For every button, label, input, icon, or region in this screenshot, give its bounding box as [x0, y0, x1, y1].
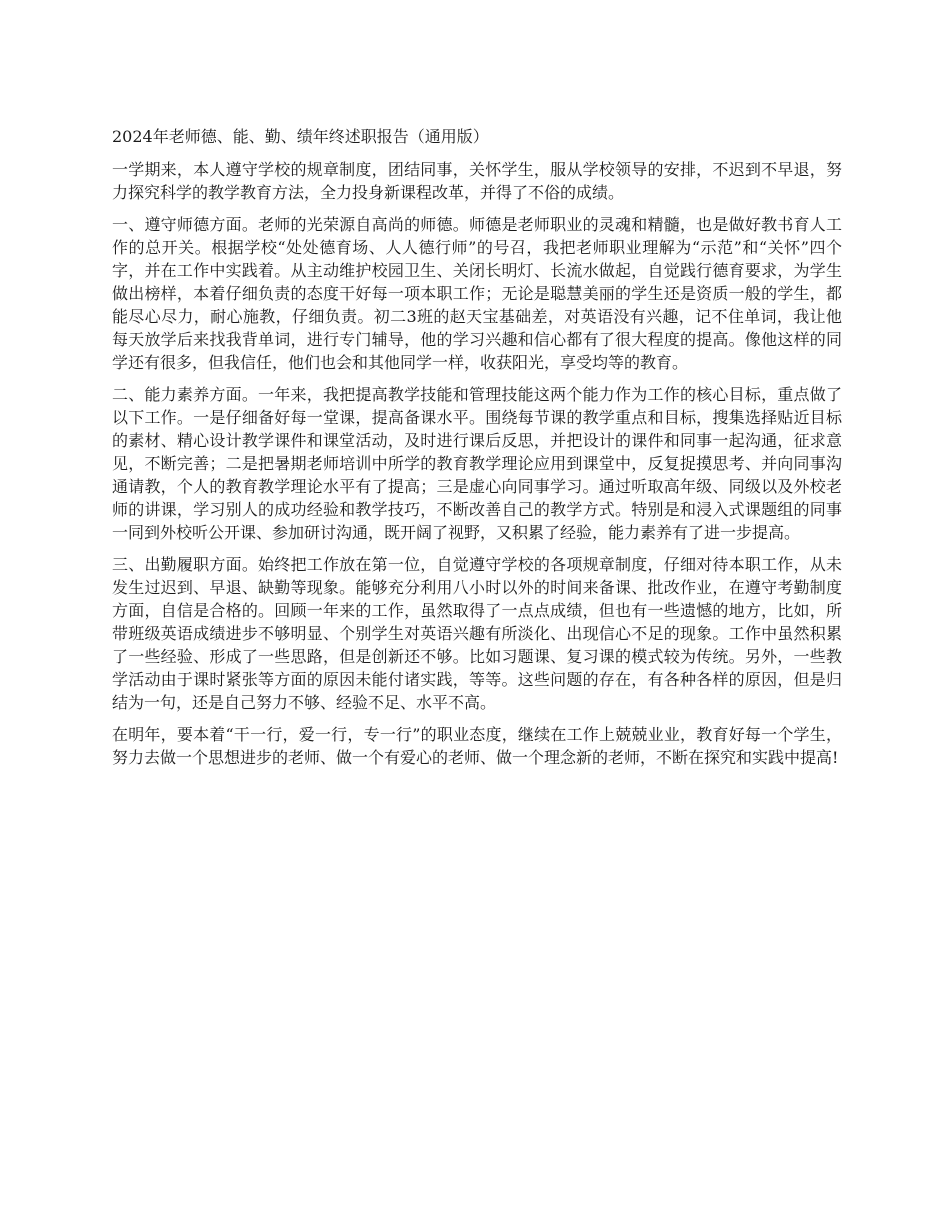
ethics-paragraph: 一、遵守师德方面。老师的光荣源自高尚的师德。师德是老师职业的灵魂和精髓，也是做好教书育人工作的总开关。根据学校“处处德育场、人人德行师”的号召，我把老师职业理解为“示范”和“关怀”四个字，并在工作中实践着。从主动维护校园卫生、关闭长明灯、长流水做起，自觉践行德育要求，为学生做出榜样，本着仔细负责的态度干好每一项本职工作；无论是聪慧美丽的学生还是资质一般的学生，都能尽心尽力，耐心施教，仔细负责。初二3班的赵天宝基础差，对英语没有兴趣，记不住单词，我让他每天放学后来找我背单词，进行专门辅导，他的学习兴趣和信心都有了很大程度的提高。像他这样的同学还有很多，但我信任，他们也会和其他同学一样，收获阳光，享受均等的教育。	[112, 215, 842, 372]
intro-paragraph: 一学期来，本人遵守学校的规章制度，团结同事，关怀学生，服从学校领导的安排，不迟到不早退，努力探究科学的教学教育方法，全力投身新课程改革，并得了不俗的成绩。	[112, 160, 842, 202]
attendance-paragraph: 三、出勤履职方面。始终把工作放在第一位，自觉遵守学校的各项规章制度，仔细对待本职工作，从未发生过迟到、早退、缺勤等现象。能够充分利用八小时以外的时间来备课、批改作业，在遵守考勤制度方面，自信是合格的。回顾一年来的工作，虽然取得了一点点成绩，但也有一些遗憾的地方，比如，所带班级英语成绩进步不够明显、个别学生对英语兴趣有所淡化、出现信心不足的现象。工作中虽然积累了一些经验、形成了一些思路，但是创新还不够。比如习题课、复习课的模式较为传统。另外，一些教学活动由于课时紧张等方面的原因未能付诸实践，等等。这些问题的存在，有各种各样的原因，但是归结为一句，还是自己努力不够、经验不足、水平不高。	[112, 555, 842, 712]
closing-paragraph: 在明年，要本着“干一行，爱一行，专一行”的职业态度，继续在工作上兢兢业业，教育好每一个学生，努力去做一个思想进步的老师、做一个有爱心的老师、做一个理念新的老师，不断在探究和实践中提高!	[112, 725, 842, 767]
document-title: 2024年老师德、能、勤、绩年终述职报告（通用版）	[112, 127, 489, 146]
ability-paragraph: 二、能力素养方面。一年来，我把提高教学技能和管理技能这两个能力作为工作的核心目标，重点做了以下工作。一是仔细备好每一堂课，提高备课水平。围绕每节课的教学重点和目标，搜集选择贴近目标的素材、精心设计教学课件和课堂活动，及时进行课后反思，并把设计的课件和同事一起沟通，征求意见，不断完善；二是把暑期老师培训中所学的教育教学理论应用到课堂中，反复捉摸思考、并向同事沟通请教，个人的教育教学理论水平有了提高；三是虚心向同事学习。通过听取高年级、同级以及外校老师的讲课，学习别人的成功经验和教学技巧，不断改善自己的教学方式。特别是和浸入式课题组的同事一同到外校听公开课、参加研讨沟通，既开阔了视野，又积累了经验，能力素养有了进一步提高。	[112, 385, 842, 542]
document-page	[112, 125, 842, 778]
